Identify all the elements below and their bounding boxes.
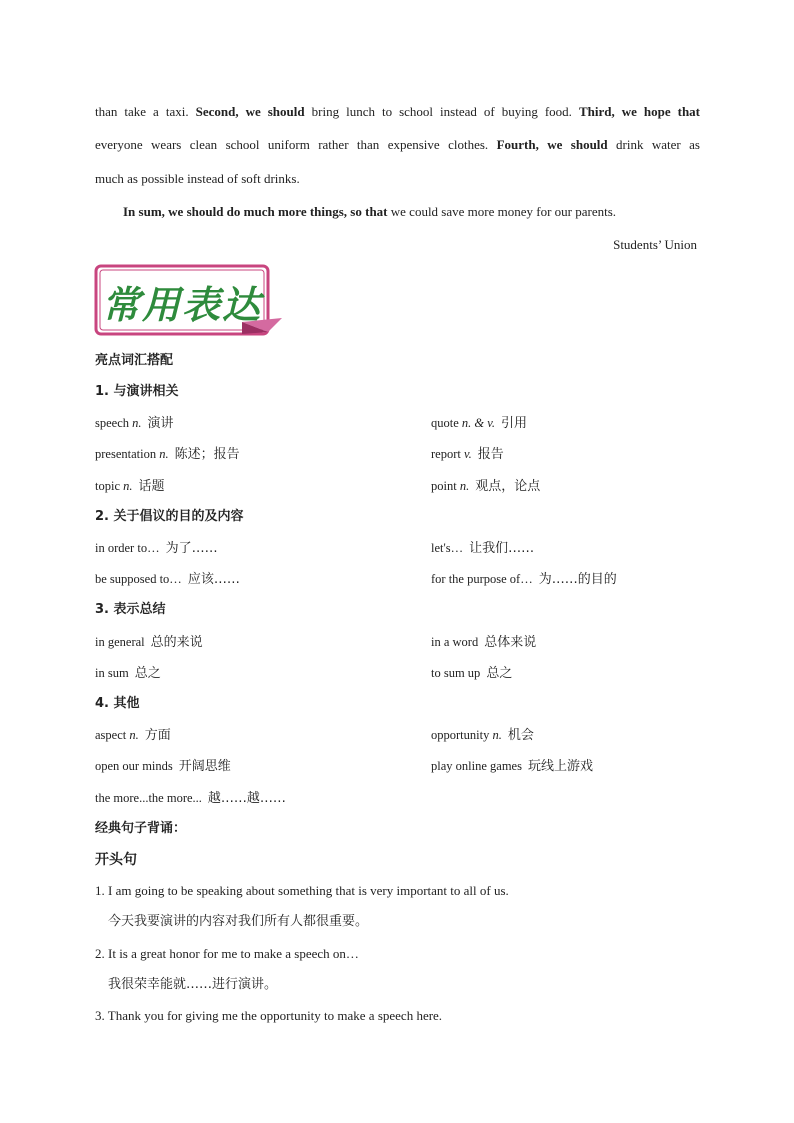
vocab-item: open our minds 开阔思维 [95, 759, 231, 774]
vocab-item: aspect n. 方面 [95, 728, 171, 743]
letter-signature: Students’ Union [613, 237, 697, 252]
section-title: 亮点词汇搭配 [95, 353, 174, 368]
opening-title: 开头句 [95, 852, 137, 868]
vocab-item: play online games 玩线上游戏 [431, 759, 593, 774]
sentence-en: 1. I am going to be speaking about something that is very important to all of us. [95, 883, 509, 898]
vocab-item: point n. 观点，论点 [431, 479, 541, 494]
sentence-en: 3. Thank you for giving me the opportunity to make a speech here. [95, 1008, 443, 1023]
letter-bold: Fourth, we should [496, 137, 608, 152]
sentences-title: 经典句子背诵： [95, 821, 187, 836]
letter-line-3: much as possible instead of soft drinks. [95, 171, 300, 186]
vocab-item: in order to… 为了…… [95, 541, 218, 556]
letter-line-1 [95, 103, 700, 121]
letter-line-4 [123, 203, 703, 221]
letter-text: everyone wears clean school uniform rather than expensive clothes. [95, 137, 497, 152]
letter-bold: Second, we should [195, 104, 305, 119]
letter-bold: Third, we hope that [578, 104, 701, 119]
group-heading: 3. 表示总结 [95, 602, 166, 617]
vocab-item: presentation n. 陈述；报告 [95, 447, 240, 462]
letter-text: we could save more money for our parents. [387, 204, 617, 219]
group-heading: 1. 与演讲相关 [95, 384, 179, 399]
vocab-item: for the purpose of… 为……的目的 [431, 572, 617, 587]
vocab-item: topic n. 话题 [95, 479, 165, 494]
vocab-item: be supposed to… 应该…… [95, 572, 240, 587]
vocab-item: in a word 总体来说 [431, 635, 537, 650]
group-heading: 2. 关于倡议的目的及内容 [95, 509, 244, 524]
vocab-item: speech n. 演讲 [95, 416, 174, 431]
vocab-item: let's… 让我们…… [431, 541, 535, 556]
vocab-item: report v. 报告 [431, 447, 504, 462]
letter-text: than take a taxi. [95, 104, 196, 119]
vocab-item: in sum 总之 [95, 666, 161, 681]
letter-text: drink water as [607, 137, 700, 152]
sentence-en: 2. It is a great honor for me to make a speech on… [95, 946, 359, 961]
vocab-item: to sum up 总之 [431, 666, 513, 681]
vocab-item: the more...the more... 越……越…… [95, 791, 286, 806]
letter-text: bring lunch to school instead of buying food. [304, 104, 579, 119]
letter-bold: In sum, we should do much more things, so that [123, 204, 388, 219]
sentence-cn: 今天我要演讲的内容对我们所有人都很重要。 [108, 914, 369, 929]
letter-line-2 [95, 136, 700, 154]
banner-title: 常用表达 [102, 282, 263, 327]
section-banner [92, 262, 287, 342]
vocab-item: opportunity n. 机会 [431, 728, 534, 743]
vocab-item: quote n. & v. 引用 [431, 416, 528, 431]
group-heading: 4. 其他 [95, 696, 140, 711]
vocab-item: in general 总的来说 [95, 635, 203, 650]
sentence-cn: 我很荣幸能就……进行演讲。 [108, 977, 278, 992]
